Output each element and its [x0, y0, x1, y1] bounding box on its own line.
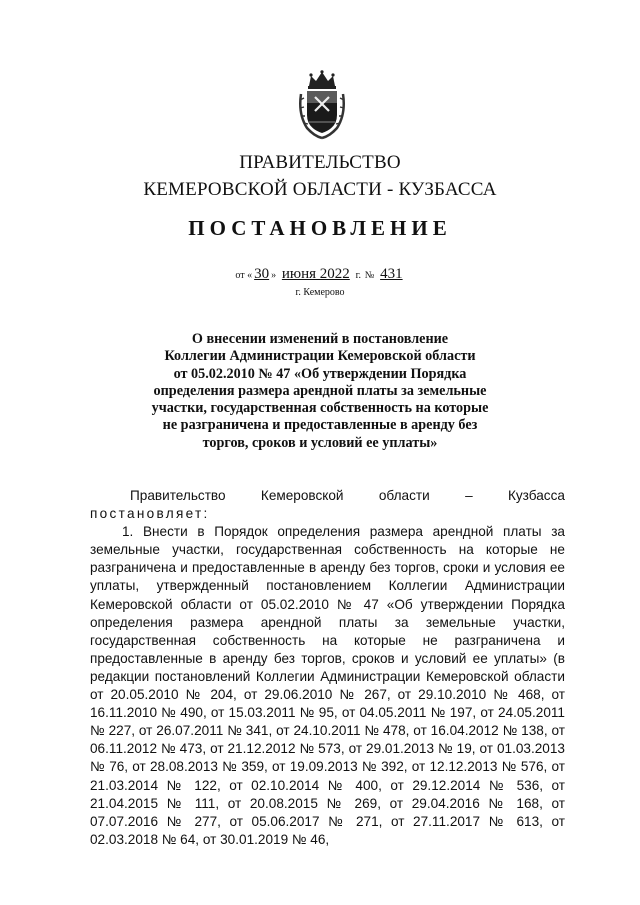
title-line: не разграничена и предоставленные в аренду без: [162, 417, 478, 434]
decree-day: 30: [254, 266, 270, 282]
decree-date-number: [0, 266, 640, 283]
date-close-quote: »: [271, 270, 277, 281]
document-type-heading: ПОСТАНОВЛЕНИЕ: [188, 216, 452, 240]
number-prefix: №: [364, 270, 375, 281]
government-name-line-1: ПРАВИТЕЛЬСТВО: [239, 152, 401, 173]
title-line: участки, государственная собственность на которые: [151, 400, 489, 417]
title-line: Коллегии Администрации Кемеровской области: [164, 348, 476, 365]
decree-body: [90, 487, 565, 849]
opening-word: Кемеровской: [260, 488, 344, 503]
government-name-line-2: КЕМЕРОВСКОЙ ОБЛАСТИ - КУЗБАССА: [143, 179, 497, 200]
coat-of-arms-icon: [297, 70, 347, 140]
opening-line: [90, 487, 565, 505]
title-line: О внесении изменений в постановление: [191, 331, 449, 347]
paragraph-1: 1. Внести в Порядок определения размера арендной платы за земельные участки, государственная собственность на которые не разграничена и предоставленные в аренду без торгов, сроки и условия ее уплаты, утвержденный постановлением Коллегии Администрации Кемеровской области от 05.02.2010 № 47 «Об утверждении Порядка определения размера арендной платы за земельные участки, государственная собственность на которые не разграничена и предоставленные в аренду без торгов, сроков и условий ее уплаты» (в редакции постановлений Коллегии Администрации Кемеровской области от 20.05.2010 № 204, от 29.06.2010 № 267, от 29.10.2010 № 468, от 16.11.2010 № 490, от 15.03.2011 № 95, от 04.05.2011 № 197, от 24.05.2011 № 227, от 26.07.2011 № 341, от 24.10.2011 № 478, от 16.04.2012 № 138, от 06.11.2012 № 473, от 21.12.2012 № 573, от 29.01.2013 № 19, от 01.03.2013 № 76, от 28.08.2013 № 359, от 19.09.2013 № 392, от 12.12.2013 № 576, от 21.03.2014 № 122, от 02.10.2014 № 400, от 29.12.2014 № 536, от 21.04.2015 № 111, от 20.08.2015 № 269, от 29.04.2016 № 168, от 07.07.2016 № 277, от 05.06.2017 № 271, от 27.11.2017 № 613, от 02.03.2018 № 64, от 30.01.2019 № 46,: [90, 524, 565, 847]
decree-month-year: июня 2022: [281, 266, 350, 282]
decree-city: г. Кемерово: [295, 287, 345, 298]
decree-title: [140, 331, 500, 452]
title-line: торгов, сроков и условий ее уплаты»: [202, 434, 438, 451]
opening-word: –: [465, 488, 473, 503]
date-prefix: от «: [235, 270, 253, 281]
title-line: от 05.02.2010 № 47 «Об утверждении Порядка: [173, 365, 467, 382]
opening-word: Кузбасса: [507, 488, 565, 503]
resolves-line: постановляет:: [90, 506, 210, 522]
year-suffix: г.: [355, 270, 362, 281]
opening-word: области: [378, 488, 430, 503]
opening-word: Правительство: [130, 488, 226, 503]
decree-number: 431: [380, 266, 403, 282]
title-line: определения размера арендной платы за земельные: [153, 382, 487, 399]
